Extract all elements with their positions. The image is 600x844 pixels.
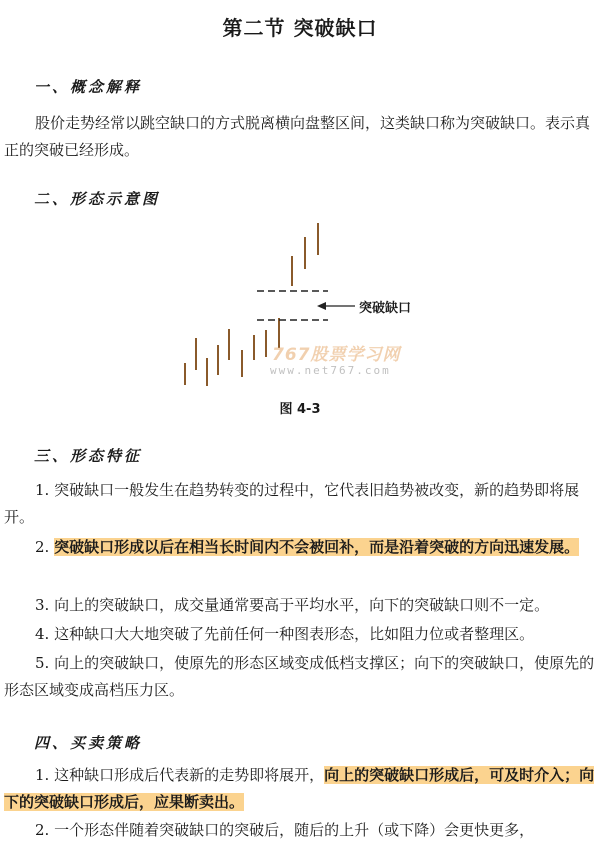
- strategy-item-1-highlight-buy: 向上的突破缺口形成后，可及时介入；: [324, 766, 580, 784]
- feature-item-3: 3. 向上的突破缺口，成交量通常要高于平均水平，向下的突破缺口则不一定。: [35, 596, 550, 614]
- strategy-item-1-highlight-sell: 向下的突破缺口形成后，应果断卖出。: [4, 766, 595, 811]
- section-heading-strategy: 四、买卖策略: [34, 734, 143, 752]
- watermark-url: www.net767.com: [270, 364, 391, 377]
- gap-annotation-label: 突破缺口: [359, 301, 412, 316]
- feature-item-4: 4. 这种缺口大大地突破了先前任何一种图表形态，比如阻力位或者整理区。: [35, 625, 535, 643]
- feature-item-2-number: 2.: [35, 538, 55, 556]
- feature-item-2: [4, 534, 596, 561]
- section-heading-diagram: 二、形态示意图: [34, 190, 161, 208]
- section-heading-features: 三、形态特征: [34, 447, 143, 465]
- feature-item-5: 5. 向上的突破缺口，使原先的形态区域变成低档支撑区；向下的突破缺口，使原先的形态区域变成高档压力区。: [4, 654, 595, 699]
- section-heading-concept: 一、概念解释: [34, 78, 143, 96]
- watermark: 767股票学习网: [272, 345, 401, 365]
- strategy-item-1-text: 1. 这种缺口形成后代表新的走势即将展开，: [35, 766, 325, 784]
- strategy-item-1: [4, 762, 596, 816]
- figure-caption: 图 4-3: [279, 402, 321, 417]
- concept-paragraph: 股价走势经常以跳空缺口的方式脱离横向盘整区间，这类缺口称为突破缺口。表示真正的突破已经形成。: [4, 114, 591, 159]
- arrow-head: [317, 302, 326, 310]
- feature-item-2-highlight: 突破缺口形成以后在相当长时间内不会被回补，而是沿着突破的方向迅速发展。: [54, 538, 580, 556]
- feature-item-1: 1. 突破缺口一般发生在趋势转变的过程中，它代表旧趋势被改变，新的趋势即将展开。: [4, 481, 580, 526]
- strategy-item-2: 2. 一个形态伴随着突破缺口的突破后，随后的上升（或下降）会更快更多，: [35, 821, 535, 839]
- page-title: 第二节 突破缺口: [222, 16, 378, 40]
